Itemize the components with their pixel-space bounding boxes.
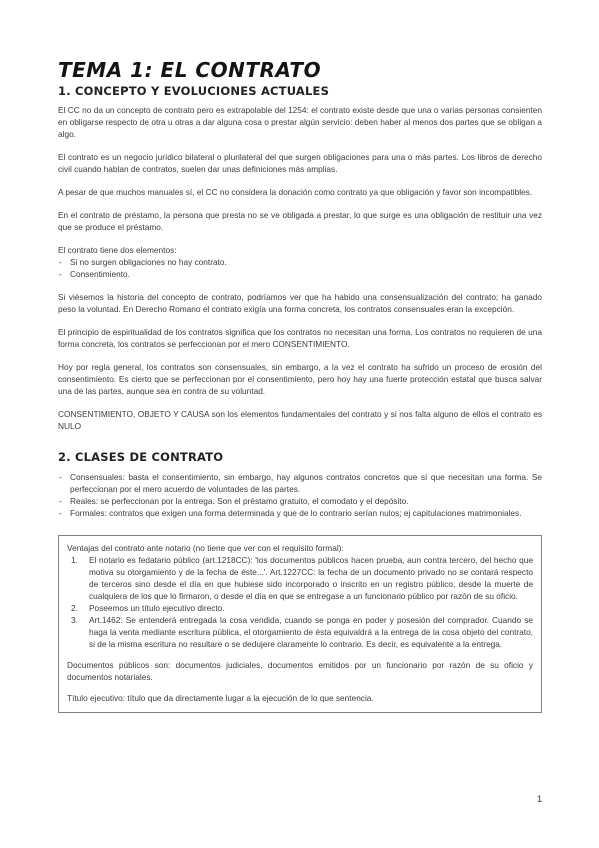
item-number: 3.: [71, 615, 78, 625]
paragraph: El contrato es un negocio jurídico bilateral o plurilateral del que surgen obligaciones para una o más partes. Los libros de derecho civil cuando hablan de contratos, suelen dar unas definiciones más amplias.: [58, 152, 542, 174]
paragraph: A pesar de que muchos manuales sí, el CC no considera la donación como contrato ya que obligación y favor son incompatibles.: [58, 187, 533, 197]
item-number: 1.: [71, 555, 78, 565]
document-title: TEMA 1: EL CONTRATO: [58, 58, 322, 82]
section-1-heading: 1. CONCEPTO Y EVOLUCIONES ACTUALES: [58, 84, 330, 98]
public-documents-note: Documentos públicos son: documentos judiciales, documentos emitidos por un funcionario por razón de su oficio y documentos notariales.: [67, 660, 533, 682]
section-2-heading: 2. CLASES DE CONTRATO: [58, 450, 224, 464]
list-item: - Reales: se perfeccionan por la entrega. Son el préstamo gratuito, el comodato y el depósito.: [58, 495, 542, 507]
paragraph: El CC no da un concepto de contrato pero es extrapolable del 1254: el contrato existe desde que una o varias personas consienten en obligarse respecto de otra u otras a dar alguna cosa o prestar algún servicio: deben haber al menos dos partes que se obligan a algo.: [58, 105, 542, 139]
executive-title-note: Título ejecutivo: título que da directamente lugar a la ejecución de lo que sentencia.: [67, 693, 374, 703]
document-page: [58, 58, 542, 713]
advantages-list: [67, 554, 533, 650]
list-item: [67, 554, 533, 602]
list-item: - Formales: contratos que exigen una forma determinada y que de lo contrario serían nulos; ej capitulaciones matrimoniales.: [58, 507, 542, 519]
paragraph: CONSENTIMIENTO, OBJETO Y CAUSA son los elementos fundamentales del contrato y si nos falta alguno de ellos el contrato es NULO: [58, 409, 542, 431]
contract-types-list: [58, 471, 542, 519]
list-item: [67, 602, 533, 614]
list-item: - Si no surgen obligaciones no hay contrato.: [58, 256, 542, 268]
list-item: - Consensuales: basta el consentimiento, sin embargo, hay algunos contratos concretos que sí que necesitan una forma. Se perfeccionan por el mero acuerdo de voluntades de las partes.: [58, 471, 542, 495]
page-number: 1: [537, 794, 543, 804]
elements-list: [58, 256, 542, 280]
paragraph: El principio de espiritualidad de los contratos significa que los contratos no necesitan una forma. Los contratos no requieren de una forma concreta, los contratos se perfeccionan por el mero CONSENTIMIENTO.: [58, 327, 542, 349]
notary-advantages-box: [58, 535, 542, 713]
paragraph: Hoy por regla general, los contratos son consensuales, sin embargo, a la vez el contrato ha sufrido un proceso de erosión del consentimiento. Es cierto que se perfeccionan por el consentimiento, pero hoy hay una fuerte protección estatal que busca salvar una de las partes, aunque sea en contra de su voluntad.: [58, 362, 542, 396]
list-item: [67, 614, 533, 650]
paragraph: El contrato tiene dos elementos:: [58, 245, 177, 255]
item-number: 2.: [71, 603, 78, 613]
item-text: El notario es fedatario público (art.1218CC): 'los documentos públicos hacen prueba, aun contra tercero, del hecho que motiva su otorgamiento y de la fecha de éste...'. Art.1227CC: la fecha de un documento privado no se contará respecto de terceros sino desde el día en que hubiese sido incorporado o inscrito en un registro público, desde la muerte de cualquiera de los que lo firmaron, o desde el día en que se entregase a un funcionario público por razón de su oficio.: [89, 555, 533, 601]
paragraph: Si viésemos la historia del concepto de contrato, podríamos ver que ha habido una consensualización del contrato; ha ganado peso la voluntad. En Derecho Romano el contrato exigía una forma concreta, los contratos consensuales eran la excepción.: [58, 292, 542, 314]
paragraph: En el contrato de préstamo, la persona que presta no se ve obligada a prestar, lo que surge es una obligación de restituir una vez que se produce el préstamo.: [58, 210, 542, 232]
box-intro: Ventajas del contrato ante notario (no tiene que ver con el requisito formal):: [67, 543, 344, 553]
item-text: Art.1462: Se entenderá entregada la cosa vendida, cuando se ponga en poder y posesión del comprador. Cuando se haga la venta mediante escritura pública, el otorgamiento de ésta equivaldrá a la entrega de la cosa objeto del contrato, si de la misma escritura no resultare o se dedujere claramente lo contrario. Es decir, es equivalente a la entrega.: [89, 615, 533, 649]
list-item: - Consentimiento.: [58, 268, 542, 280]
item-text: Poseemos un título ejecutivo directo.: [89, 603, 225, 613]
